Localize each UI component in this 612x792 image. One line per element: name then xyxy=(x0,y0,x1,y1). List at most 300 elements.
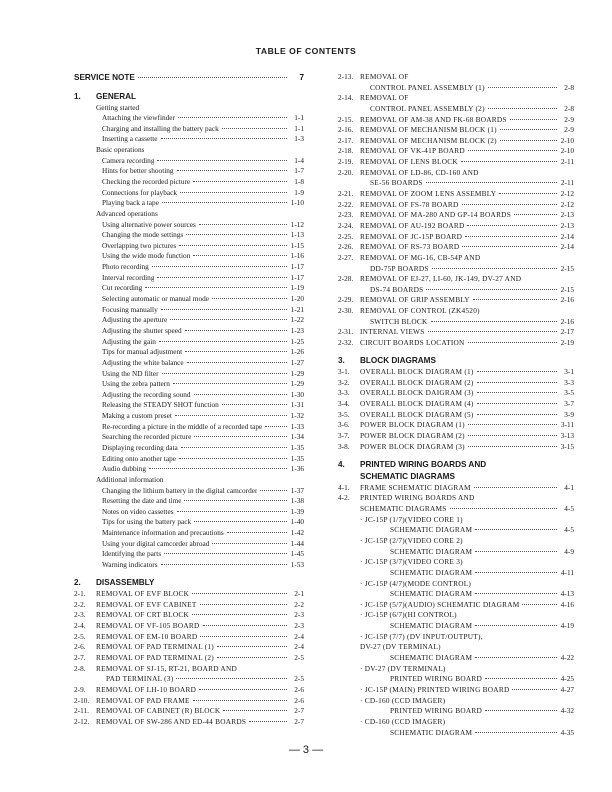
toc-entry-title: Tips for manual adjustment xyxy=(102,347,183,357)
toc-entry-title: · JC-15P (7/7) (DV INPUT/OUTPUT), xyxy=(360,631,483,641)
toc-entry xyxy=(338,717,574,728)
toc-entry-number: 3-1. xyxy=(338,367,350,377)
toc-entry-title: REMOVAL OF EVF BLOCK xyxy=(96,589,190,599)
toc-entry[interactable] xyxy=(74,251,304,262)
toc-entry-title: REMOVAL OF SJ-15, RT-21, BOARD AND xyxy=(96,663,237,673)
toc-entry-title: Using your digital camcorder abroad xyxy=(102,538,210,548)
toc-entry-title: DISASSEMBLY xyxy=(96,578,155,588)
toc-entry[interactable] xyxy=(74,241,304,252)
toc-entry[interactable] xyxy=(338,685,574,696)
toc-entry-title: · JC-15P (6/7)(HI CONTROL) xyxy=(360,610,457,620)
toc-entry[interactable] xyxy=(338,621,574,632)
toc-page-ref: 1-36 xyxy=(290,464,304,474)
toc-entry-title: Editing onto another tape xyxy=(102,453,176,463)
toc-entry-title: SCHEMATIC DIAGRAM xyxy=(390,546,473,556)
toc-entry[interactable] xyxy=(74,685,304,696)
toc-entry[interactable] xyxy=(74,198,304,209)
toc-entry-title: Photo recording xyxy=(102,262,149,272)
dot-leader xyxy=(199,224,287,225)
toc-entry[interactable] xyxy=(338,399,574,410)
dot-leader xyxy=(187,362,287,363)
toc-entry[interactable] xyxy=(74,496,304,507)
toc-entry-number: 3-7. xyxy=(338,431,350,440)
toc-page-ref: 1-44 xyxy=(290,538,304,548)
dot-leader xyxy=(428,331,557,332)
toc-entry-title: POWER BLOCK DIAGRAM (1) xyxy=(360,420,465,430)
toc-entry-title: CONTROL PANEL ASSEMBLY (1) xyxy=(370,82,485,92)
toc-entry[interactable] xyxy=(74,717,304,728)
dot-leader xyxy=(161,309,287,310)
toc-entry[interactable] xyxy=(74,347,304,358)
dot-leader xyxy=(485,710,557,711)
toc-entry-title: Using alternative power sources xyxy=(102,219,196,229)
toc-entry-title: REMOVAL OF JC-15P BOARD xyxy=(360,231,463,241)
toc-entry-number: 2-32. xyxy=(338,338,354,348)
toc-entry[interactable] xyxy=(74,653,304,664)
dot-leader xyxy=(173,383,287,384)
dot-leader xyxy=(265,426,287,427)
dot-leader xyxy=(212,543,287,544)
toc-entry-title: SCHEMATIC DIAGRAM xyxy=(390,653,473,663)
toc-entry-number: 2-15. xyxy=(338,114,354,124)
toc-entry[interactable] xyxy=(338,317,574,328)
toc-page-ref: 3-5 xyxy=(564,388,574,398)
toc-entry[interactable] xyxy=(74,422,304,433)
toc-entry-number: 2-1. xyxy=(74,589,86,599)
toc-page-ref: 2-13 xyxy=(560,220,574,230)
toc-entry-title: REMOVAL OF GRIP ASSEMBLY xyxy=(360,295,470,305)
dot-leader xyxy=(177,170,287,171)
toc-entry[interactable] xyxy=(338,547,574,558)
toc-entry[interactable] xyxy=(74,379,304,390)
toc-entry xyxy=(338,642,574,653)
toc-entry-title: SWITCH BLOCK xyxy=(370,316,428,326)
toc-entry-number: 2-26. xyxy=(338,242,354,252)
toc-page-ref: 2-9 xyxy=(564,125,574,135)
toc-page-ref: 1-13 xyxy=(290,230,304,240)
toc-entry[interactable] xyxy=(74,358,304,369)
toc-page-ref: 3-15 xyxy=(560,441,574,451)
toc-entry-title: Getting started xyxy=(96,102,140,112)
dot-leader xyxy=(475,657,557,658)
toc-entry-title: Searching the recorded picture xyxy=(102,432,192,442)
toc-entry-number: 2. xyxy=(74,578,81,588)
toc-entry-title: · DV-27 (DV TERMINAL) xyxy=(360,663,446,673)
toc-page-ref: 1-30 xyxy=(290,389,304,399)
toc-entry[interactable] xyxy=(338,674,574,685)
toc-entry[interactable] xyxy=(338,125,574,136)
toc-entry xyxy=(338,93,574,104)
toc-section-heading xyxy=(338,355,574,367)
toc-entry-number: 3-2. xyxy=(338,377,350,387)
toc-entry[interactable] xyxy=(338,367,574,378)
dot-leader xyxy=(474,487,557,488)
toc-entry[interactable] xyxy=(338,525,574,536)
toc-entry[interactable] xyxy=(74,632,304,643)
toc-entry[interactable] xyxy=(74,113,304,124)
dot-leader xyxy=(193,181,287,182)
toc-entry xyxy=(338,253,574,264)
toc-entry-title: REMOVAL OF PAD TERMINAL (2) xyxy=(96,653,214,663)
toc-entry-title: Adjusting the aperture xyxy=(102,315,168,325)
dot-leader xyxy=(223,710,287,711)
toc-page-ref: 1-37 xyxy=(290,485,304,495)
toc-page-ref: 1-15 xyxy=(290,240,304,250)
dot-leader xyxy=(468,424,557,425)
toc-page-ref: 4-19 xyxy=(560,621,574,631)
toc-entry[interactable] xyxy=(74,315,304,326)
dot-leader xyxy=(184,500,287,501)
toc-page-ref: 2-14 xyxy=(560,231,574,241)
toc-entry[interactable] xyxy=(338,568,574,579)
toc-entry[interactable] xyxy=(74,188,304,199)
toc-page-ref: 4-1 xyxy=(564,482,574,492)
toc-entry[interactable] xyxy=(338,210,574,221)
toc-entry-title: Focusing manually xyxy=(102,304,158,314)
toc-entry[interactable] xyxy=(74,517,304,528)
toc-page-ref: 2-7 xyxy=(294,716,304,726)
toc-entry-title: Using the zebra pattern xyxy=(102,379,170,389)
toc-entry[interactable] xyxy=(74,432,304,443)
toc-entry-title: REMOVAL OF EM-10 BOARD xyxy=(96,631,198,641)
toc-entry[interactable] xyxy=(74,464,304,475)
toc-entry-title: REMOVAL OF CONTROL (ZK4520) xyxy=(360,306,480,316)
toc-entry[interactable] xyxy=(74,507,304,518)
toc-entry[interactable] xyxy=(338,653,574,664)
toc-page-ref: 1-17 xyxy=(290,262,304,272)
toc-entry[interactable] xyxy=(338,200,574,211)
dot-leader xyxy=(468,435,557,436)
dot-leader xyxy=(473,299,557,300)
toc-page-ref: 1-38 xyxy=(290,496,304,506)
toc-entry-number: 2-28. xyxy=(338,274,354,284)
toc-entry-number: 2-2. xyxy=(74,599,86,609)
toc-page-ref: 4-5 xyxy=(564,525,574,535)
toc-entry-title: REMOVAL OF CRT BLOCK xyxy=(96,610,190,620)
toc-entry[interactable] xyxy=(338,157,574,168)
toc-entry-number: 2-9. xyxy=(74,684,86,694)
toc-entry-title: POWER BLOCK DIAGRAM (2) xyxy=(360,431,465,440)
dot-leader xyxy=(488,108,557,109)
toc-entry-number: 3-4. xyxy=(338,399,350,409)
dot-leader xyxy=(475,732,557,733)
toc-entry[interactable] xyxy=(338,83,574,94)
toc-entry-title: GENERAL xyxy=(96,91,137,101)
toc-entry[interactable] xyxy=(74,166,304,177)
toc-entry-title: Checking the recorded picture xyxy=(102,176,191,186)
dot-leader xyxy=(475,572,557,573)
toc-page-ref: 1-1 xyxy=(294,123,304,133)
toc-entry-title: OVERALL BLOCK DIAGRAM (1) xyxy=(360,367,474,377)
dot-leader xyxy=(475,625,557,626)
toc-page-ref: 1-21 xyxy=(290,304,304,314)
dot-leader xyxy=(180,192,287,193)
toc-entry-title: SCHEMATIC DIAGRAM xyxy=(390,567,473,577)
toc-entry xyxy=(338,579,574,590)
toc-entry[interactable] xyxy=(338,242,574,253)
toc-page-ref: 4-13 xyxy=(560,589,574,599)
toc-entry-title: Changing the mode settings xyxy=(102,230,184,240)
toc-page-ref: 1-33 xyxy=(290,421,304,431)
toc-page-ref: 1-34 xyxy=(290,432,304,442)
toc-entry-number: 2-21. xyxy=(338,189,354,199)
toc-entry-title: · JC-15P (2/7)(VIDEO CORE 2) xyxy=(360,535,463,545)
toc-page-ref: 2-13 xyxy=(560,210,574,220)
toc-entry xyxy=(338,632,574,643)
toc-entry[interactable] xyxy=(74,443,304,454)
toc-entry[interactable] xyxy=(74,124,304,135)
toc-page-ref: 1-39 xyxy=(290,506,304,516)
toc-page-ref: 2-11 xyxy=(560,157,574,167)
toc-entry xyxy=(74,664,304,675)
toc-entry[interactable] xyxy=(74,696,304,707)
toc-page-ref: 2-1 xyxy=(294,589,304,599)
dot-leader xyxy=(179,245,287,246)
toc-entry xyxy=(338,664,574,675)
dot-leader xyxy=(468,342,557,343)
toc-page-ref: 4-25 xyxy=(560,674,574,684)
dot-leader xyxy=(512,689,557,690)
toc-page-ref: 3-13 xyxy=(560,431,574,440)
dot-leader xyxy=(522,604,557,605)
toc-page-ref: 3-11 xyxy=(560,420,574,430)
toc-entry[interactable] xyxy=(338,728,574,739)
toc-entry[interactable] xyxy=(338,378,574,389)
page-title: TABLE OF CONTENTS xyxy=(255,46,357,56)
toc-entry-title: REMOVAL OF VK-41P BOARD xyxy=(360,146,465,156)
toc-entry[interactable] xyxy=(338,178,574,189)
toc-entry[interactable] xyxy=(74,262,304,273)
dot-leader xyxy=(260,490,287,491)
toc-page-ref: 1-8 xyxy=(294,176,304,186)
toc-entry[interactable] xyxy=(338,410,574,421)
toc-entry[interactable] xyxy=(74,400,304,411)
toc-entry[interactable] xyxy=(338,504,574,515)
toc-entry[interactable] xyxy=(74,674,304,685)
toc-entry[interactable] xyxy=(338,327,574,338)
toc-entry[interactable] xyxy=(74,390,304,401)
toc-entry[interactable] xyxy=(338,706,574,717)
toc-entry-title: Camera recording xyxy=(102,155,155,165)
toc-entry[interactable] xyxy=(338,338,574,349)
toc-entry[interactable] xyxy=(74,283,304,294)
toc-page-ref: 2-4 xyxy=(294,631,304,641)
toc-page-ref: 2-10 xyxy=(560,135,574,145)
toc-entry-number: 2-8. xyxy=(74,663,86,673)
toc-page-ref: 2-8 xyxy=(564,103,574,113)
toc-entry-title: Cut recording xyxy=(102,283,143,293)
toc-page-ref: 2-16 xyxy=(560,295,574,305)
dot-leader xyxy=(432,268,557,269)
toc-entry[interactable] xyxy=(74,326,304,337)
toc-entry-title: Hints for better shooting xyxy=(102,166,174,176)
toc-entry-title: Audio dubbing xyxy=(102,464,146,474)
toc-entry[interactable] xyxy=(74,294,304,305)
toc-entry[interactable] xyxy=(74,539,304,550)
dot-leader xyxy=(181,447,287,448)
toc-entry-title: REMOVAL OF MG-16, CB-54P AND xyxy=(360,252,481,262)
toc-entry-title: SCHEMATIC DIAGRAM xyxy=(390,525,473,535)
toc-entry-number: 2-23. xyxy=(338,210,354,220)
toc-entry[interactable] xyxy=(74,589,304,600)
toc-entry[interactable] xyxy=(338,232,574,243)
dot-leader xyxy=(510,119,557,120)
toc-entry-number: 2-20. xyxy=(338,167,354,177)
toc-page-ref: 3-1 xyxy=(564,367,574,377)
toc-entry-title: REMOVAL OF SW-286 AND ED-44 BOARDS xyxy=(96,716,247,726)
toc-entry[interactable] xyxy=(338,483,574,494)
dot-leader xyxy=(192,593,287,594)
toc-entry-title: REMOVAL OF EJ-27, LI-60, JK-149, DV-27 AND xyxy=(360,274,522,284)
dot-leader xyxy=(461,161,557,162)
toc-page-ref: 3-3 xyxy=(564,377,574,387)
toc-page-ref: 2-6 xyxy=(294,684,304,694)
dot-leader xyxy=(499,193,557,194)
toc-entry[interactable] xyxy=(338,285,574,296)
toc-entry-number: 3-8. xyxy=(338,441,350,451)
toc-entry[interactable] xyxy=(338,589,574,600)
toc-page-ref: 4-35 xyxy=(560,727,574,737)
dot-leader xyxy=(500,140,557,141)
toc-entry-title: Overlapping two pictures xyxy=(102,240,177,250)
toc-entry[interactable] xyxy=(74,230,304,241)
toc-entry[interactable] xyxy=(338,115,574,126)
toc-entry[interactable] xyxy=(338,388,574,399)
dot-leader xyxy=(200,604,287,605)
toc-page-ref: 2-3 xyxy=(294,610,304,620)
toc-entry[interactable] xyxy=(338,600,574,611)
toc-entry[interactable] xyxy=(74,411,304,422)
toc-entry[interactable] xyxy=(74,156,304,167)
toc-entry[interactable] xyxy=(338,420,574,431)
toc-entry[interactable] xyxy=(74,610,304,621)
dot-leader xyxy=(467,225,557,226)
dot-leader xyxy=(179,458,287,459)
toc-entry xyxy=(338,72,574,83)
toc-entry[interactable] xyxy=(74,549,304,560)
toc-entry xyxy=(338,515,574,526)
dot-leader xyxy=(475,593,557,594)
toc-entry[interactable] xyxy=(338,221,574,232)
toc-page-ref: 1-35 xyxy=(290,443,304,452)
toc-page-ref: 1-27 xyxy=(290,357,304,367)
toc-entry[interactable] xyxy=(74,528,304,539)
toc-entry[interactable] xyxy=(338,431,574,442)
toc-entry[interactable] xyxy=(74,454,304,465)
toc-entry-title: Releasing the STEADY SHOT function xyxy=(102,400,219,410)
toc-entry[interactable] xyxy=(74,134,304,145)
toc-entry-title: REMOVAL OF ZOOM LENS ASSEMBLY xyxy=(360,189,497,199)
toc-entry[interactable] xyxy=(74,305,304,316)
dot-leader xyxy=(222,128,287,129)
toc-entry-title: · JC-15P (4/7)(MODE CONTROL) xyxy=(360,578,472,588)
toc-entry-title: PAD TERMINAL (3) xyxy=(106,674,174,684)
toc-page-ref: 1-17 xyxy=(290,272,304,282)
toc-entry-title: Using the ND filter xyxy=(102,368,159,378)
dot-leader xyxy=(161,138,287,139)
toc-section-heading[interactable] xyxy=(74,72,304,84)
toc-entry[interactable] xyxy=(338,295,574,306)
toc-entry-title: Playing back a tape xyxy=(102,198,159,208)
toc-entry[interactable] xyxy=(338,189,574,200)
toc-entry[interactable] xyxy=(338,136,574,147)
dot-leader xyxy=(186,234,287,235)
toc-entry[interactable] xyxy=(74,560,304,571)
dot-leader xyxy=(477,392,557,393)
toc-entry-number: 2-30. xyxy=(338,306,354,316)
toc-entry-title: REMOVAL OF MECHANISM BLOCK (1) xyxy=(360,125,497,135)
toc-entry-number: 2-22. xyxy=(338,199,354,209)
toc-entry[interactable] xyxy=(338,442,574,453)
toc-page-ref: 2-4 xyxy=(294,642,304,652)
toc-entry-title: Additional information xyxy=(96,474,164,484)
toc-entry-title: · JC-15P (3/7)(VIDEO CORE 3) xyxy=(360,557,463,567)
toc-entry-title: PRINTED WIRING BOARDS AND xyxy=(360,459,487,469)
toc-entry-title: Basic operations xyxy=(96,145,145,155)
toc-entry-title: · CD-160 (CCD IMAGER) xyxy=(360,716,446,726)
toc-page-ref: 1-20 xyxy=(290,294,304,304)
toc-entry[interactable] xyxy=(338,264,574,275)
toc-entry[interactable] xyxy=(74,273,304,284)
toc-page-ref: 1-35 xyxy=(290,453,304,463)
toc-entry-title: REMOVAL OF LENS BLOCK xyxy=(360,157,458,167)
toc-entry-title: Connections for playback xyxy=(102,187,177,197)
toc-entry-number: 2-5. xyxy=(74,631,86,641)
dot-leader xyxy=(514,214,557,215)
toc-entry[interactable] xyxy=(338,146,574,157)
toc-entry[interactable] xyxy=(74,642,304,653)
toc-entry-title: Resetting the date and time xyxy=(102,496,182,506)
toc-entry[interactable] xyxy=(74,337,304,348)
toc-entry-title: DS-74 BOARDS xyxy=(370,284,424,294)
toc-entry-title: DD-75P BOARDS xyxy=(370,263,429,273)
toc-entry-title: · JC-15P (MAIN) PRINTED WIRING BOARD xyxy=(360,684,510,694)
toc-entry[interactable] xyxy=(74,177,304,188)
toc-page-ref: 1-29 xyxy=(290,379,304,389)
toc-page-ref: 4-11 xyxy=(560,567,574,577)
dot-leader xyxy=(468,150,557,151)
toc-entry-number: 2-4. xyxy=(74,621,86,631)
toc-entry-title: REMOVAL OF VF-105 BOARD xyxy=(96,621,200,631)
toc-entry-title: OVERALL BLOCK DIAGRAM (5) xyxy=(360,409,474,419)
dot-leader xyxy=(203,625,287,626)
toc-entry[interactable] xyxy=(338,104,574,115)
toc-entry[interactable] xyxy=(74,600,304,611)
toc-entry[interactable] xyxy=(74,486,304,497)
dot-leader xyxy=(222,404,287,405)
toc-entry-number: 1. xyxy=(74,91,81,101)
toc-page-ref: 2-14 xyxy=(560,242,574,252)
toc-entry-title: Identifying the parts xyxy=(102,549,162,559)
toc-entry[interactable] xyxy=(74,369,304,380)
dot-leader xyxy=(193,700,287,701)
toc-entry-number: 2-16. xyxy=(338,125,354,135)
toc-entry[interactable] xyxy=(74,706,304,717)
toc-page-ref: 1-26 xyxy=(290,347,304,357)
toc-entry-title: Warning indicators xyxy=(102,560,158,570)
toc-entry-title: POWER BLOCK DIAGRAM (3) xyxy=(360,441,465,451)
toc-entry-title: REMOVAL OF RS-73 BOARD xyxy=(360,242,460,252)
toc-entry-number: 2-13. xyxy=(338,72,354,81)
dot-leader xyxy=(227,532,287,533)
toc-entry-title: Re-recording a picture in the middle of a recorded tape xyxy=(102,421,263,431)
toc-entry[interactable] xyxy=(74,220,304,231)
toc-entry xyxy=(338,493,574,504)
toc-entry[interactable] xyxy=(74,621,304,632)
toc-entry-title: INTERNAL VIEWS xyxy=(360,327,425,337)
toc-page-ref: 2-6 xyxy=(294,695,304,705)
toc-entry xyxy=(74,475,304,486)
